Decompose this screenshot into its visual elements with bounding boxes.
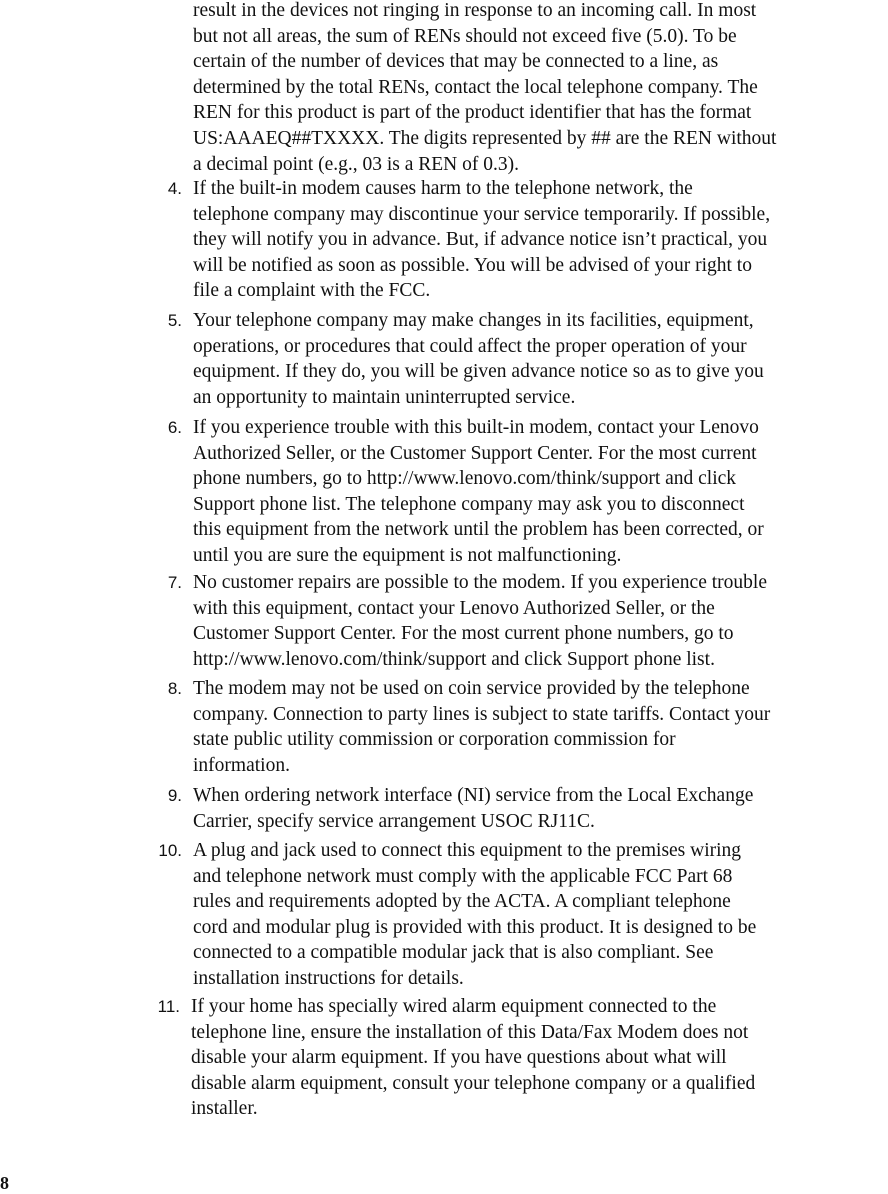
list-item-number: 4. bbox=[167, 179, 182, 198]
list-item-text bbox=[193, 415, 887, 569]
text-line: A plug and jack used to connect this equipment to the premises wiring bbox=[193, 840, 742, 861]
text-line: US:AAAEQ##TXXXX. The digits represented by ## are the REN without bbox=[193, 127, 777, 149]
text-line: If your home has specially wired alarm equipment connected to the bbox=[191, 996, 717, 1017]
text-line: Carrier, specify service arrangement USOC RJ11C. bbox=[193, 810, 595, 832]
text-line: If you experience trouble with this built-in modem, contact your Lenovo bbox=[193, 417, 759, 438]
list-item-number: 8. bbox=[167, 679, 182, 698]
list-item-text bbox=[193, 308, 887, 410]
text-line: telephone line, ensure the installation of this Data/Fax Modem does not bbox=[191, 1021, 749, 1043]
list-item-text bbox=[193, 838, 887, 992]
text-line: http://www.lenovo.com/think/support and click Support phone list. bbox=[193, 648, 715, 670]
list-item-text bbox=[193, 783, 887, 834]
text-line: Authorized Seller, or the Customer Support Center. For the most current bbox=[193, 442, 757, 464]
text-line: cord and modular plug is provided with this product. It is designed to be bbox=[193, 916, 757, 938]
text-line: Support phone list. The telephone company may ask you to disconnect bbox=[193, 493, 745, 515]
text-line: connected to a compatible modular jack that is also compliant. See bbox=[193, 942, 714, 964]
text-line: a decimal point (e.g., 03 is a REN of 0.3). bbox=[193, 153, 520, 175]
text-line: they will notify you in advance. But, if advance notice isn’t practical, you bbox=[193, 229, 768, 251]
text-line: determined by the total RENs, contact the local telephone company. The bbox=[193, 76, 758, 98]
list-item-number: 9. bbox=[167, 786, 182, 805]
text-line: until you are sure the equipment is not malfunctioning. bbox=[193, 544, 622, 566]
list-item-number: 11. bbox=[157, 997, 180, 1016]
list-item-number: 10. bbox=[158, 841, 182, 860]
text-line: rules and requirements adopted by the ACTA. A compliant telephone bbox=[193, 891, 731, 913]
text-line: phone numbers, go to http://www.lenovo.com/think/support and click bbox=[193, 468, 737, 490]
text-line: telephone company may discontinue your service temporarily. If possible, bbox=[193, 203, 771, 225]
text-line: certain of the number of devices that may be connected to a line, as bbox=[193, 51, 719, 73]
text-line: If the built-in modem causes harm to the telephone network, the bbox=[193, 178, 693, 199]
page-number: 8 bbox=[0, 1173, 9, 1193]
list-item-number: 7. bbox=[167, 573, 182, 592]
continuation-paragraph bbox=[193, 0, 887, 177]
text-line: No customer repairs are possible to the modem. If you experience trouble bbox=[193, 572, 767, 593]
text-line: this equipment from the network until the problem has been corrected, or bbox=[193, 519, 764, 541]
list-item-number: 6. bbox=[167, 418, 182, 437]
text-line: REN for this product is part of the product identifier that has the format bbox=[193, 102, 752, 124]
text-line: company. Connection to party lines is subject to state tariffs. Contact your bbox=[193, 703, 771, 725]
list-item-number: 5. bbox=[167, 311, 182, 330]
text-line: installer. bbox=[191, 1098, 258, 1120]
text-line: Your telephone company may make changes in its facilities, equipment, bbox=[193, 310, 754, 331]
text-line: will be notified as soon as possible. You will be advised of your right to bbox=[193, 254, 752, 276]
text-line: Customer Support Center. For the most current phone numbers, go to bbox=[193, 623, 734, 645]
text-line: disable alarm equipment, consult your telephone company or a qualified bbox=[191, 1072, 756, 1094]
text-line: When ordering network interface (NI) service from the Local Exchange bbox=[193, 785, 754, 806]
text-line: equipment. If they do, you will be given advance notice so as to give you bbox=[193, 361, 764, 383]
text-line: disable your alarm equipment. If you have questions about what will bbox=[191, 1047, 727, 1069]
text-line: and telephone network must comply with the applicable FCC Part 68 bbox=[193, 865, 733, 887]
text-line: with this equipment, contact your Lenovo Authorized Seller, or the bbox=[193, 597, 715, 619]
list-item-text bbox=[193, 176, 887, 304]
text-line: an opportunity to maintain uninterrupted service. bbox=[193, 386, 576, 408]
text-line: installation instructions for details. bbox=[193, 967, 464, 989]
text-line: state public utility commission or corporation commission for bbox=[193, 729, 676, 751]
list-item-text bbox=[191, 994, 885, 1122]
text-line: file a complaint with the FCC. bbox=[193, 280, 431, 302]
text-line: The modem may not be used on coin service provided by the telephone bbox=[193, 678, 750, 699]
list-item-text bbox=[193, 570, 887, 672]
text-line: information. bbox=[193, 754, 290, 776]
text-line: but not all areas, the sum of RENs should not exceed five (5.0). To be bbox=[193, 25, 737, 47]
text-line: operations, or procedures that could affect the proper operation of your bbox=[193, 335, 747, 357]
list-item-text bbox=[193, 676, 887, 778]
text-line: result in the devices not ringing in response to an incoming call. In most bbox=[193, 0, 757, 21]
